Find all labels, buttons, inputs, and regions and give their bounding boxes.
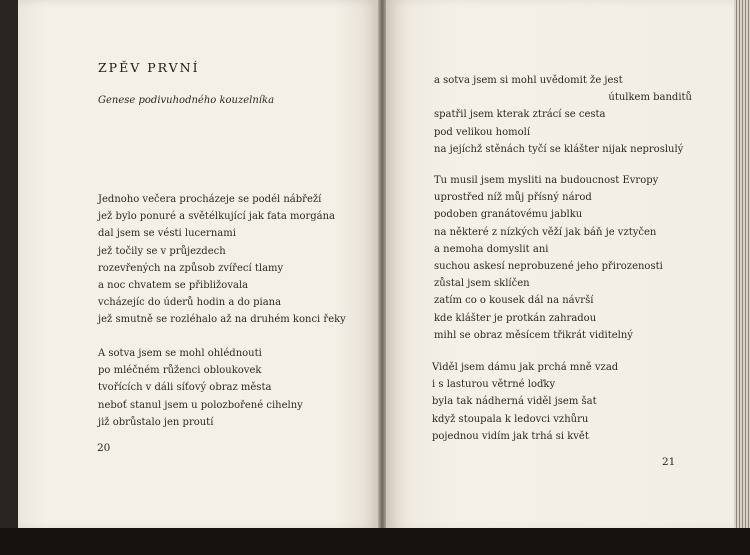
chapter-heading: ZPĚV PRVNÍ bbox=[98, 60, 200, 75]
verse-line: Tu musil jsem mysliti na budoucnost Evropy bbox=[434, 175, 659, 186]
verse-line: a sotva jsem si mohl uvědomit že jest bbox=[434, 75, 623, 86]
verse-line: Jednoho večera procházeje se podél nábřeží bbox=[98, 194, 322, 205]
right-stanza-1 bbox=[434, 72, 692, 158]
verse-line: zatím co o kousek dál na návrší bbox=[434, 295, 594, 307]
verse-line: již obrůstalo jen proutí bbox=[98, 416, 214, 428]
verse-line: a nemoha domyslit ani bbox=[434, 243, 549, 255]
left-stanza-1 bbox=[98, 191, 346, 329]
verse-line: jež bylo ponuré a světélkující jak fata morgána bbox=[98, 211, 336, 223]
verse-line: spatřil jsem kterak ztrácí se cesta bbox=[434, 109, 606, 121]
page-edges bbox=[734, 0, 750, 555]
verse-line: po mléčném růženci obloukovek bbox=[98, 365, 262, 377]
verse-line: pojednou vidím jak trhá si květ bbox=[432, 430, 589, 442]
verse-line: Viděl jsem dámu jak prchá mně vzad bbox=[432, 362, 619, 373]
verse-line: podoben granátovému jablku bbox=[434, 209, 583, 221]
verse-line: suchou askesí neprobuzené jeho přirozenosti bbox=[434, 261, 663, 273]
page-number: 20 bbox=[97, 442, 111, 454]
verse-line: jež smutně se rozléhalo až na druhém konci řeky bbox=[98, 314, 346, 326]
verse-line: útulkem banditů bbox=[608, 92, 692, 104]
chapter-subtitle: Genese podivuhodného kouzelníka bbox=[98, 95, 275, 106]
verse-line: neboť stanul jsem u polozbořené cihelny bbox=[98, 399, 303, 411]
verse-line: na některé z nízkých věží jak báň je vztyčen bbox=[434, 226, 657, 238]
verse-line: na jejíchž stěnách tyčí se klášter nijak neproslulý bbox=[434, 143, 684, 155]
verse-line: a noc chvatem se přibližovala bbox=[98, 280, 249, 292]
table-shadow bbox=[0, 528, 750, 555]
right-page bbox=[386, 0, 734, 530]
verse-line: vcházejíc do úderů hodin a do piana bbox=[98, 297, 282, 309]
verse-line: uprostřed níž můj přísný národ bbox=[434, 192, 592, 204]
verse-line: zůstal jsem sklíčen bbox=[434, 278, 530, 290]
verse-line: kde klášter je protkán zahradou bbox=[434, 312, 597, 324]
verse-line: A sotva jsem se mohl ohlédnouti bbox=[98, 348, 262, 359]
book-gutter bbox=[378, 0, 386, 532]
verse-line: dal jsem se vésti lucernami bbox=[98, 228, 236, 240]
verse-line: mihl se obraz měsícem třikrát viditelný bbox=[434, 329, 633, 341]
verse-line: byla tak nádherná viděl jsem šat bbox=[432, 396, 597, 408]
verse-line: tvořících v dáli síťový obraz města bbox=[98, 382, 272, 394]
verse-line: i s lasturou větrné loďky bbox=[432, 379, 556, 391]
verse-line: jež točily se v průjezdech bbox=[98, 245, 226, 257]
right-stanza-3 bbox=[432, 359, 618, 445]
verse-line: pod velikou homolí bbox=[434, 126, 531, 138]
right-stanza-2 bbox=[434, 172, 663, 344]
left-stanza-2 bbox=[98, 345, 303, 431]
left-page bbox=[18, 0, 378, 530]
verse-line: když stoupala k ledovci vzhůru bbox=[432, 413, 589, 425]
page-number: 21 bbox=[662, 456, 676, 468]
verse-line: rozevřených na způsob zvířecí tlamy bbox=[98, 262, 284, 274]
